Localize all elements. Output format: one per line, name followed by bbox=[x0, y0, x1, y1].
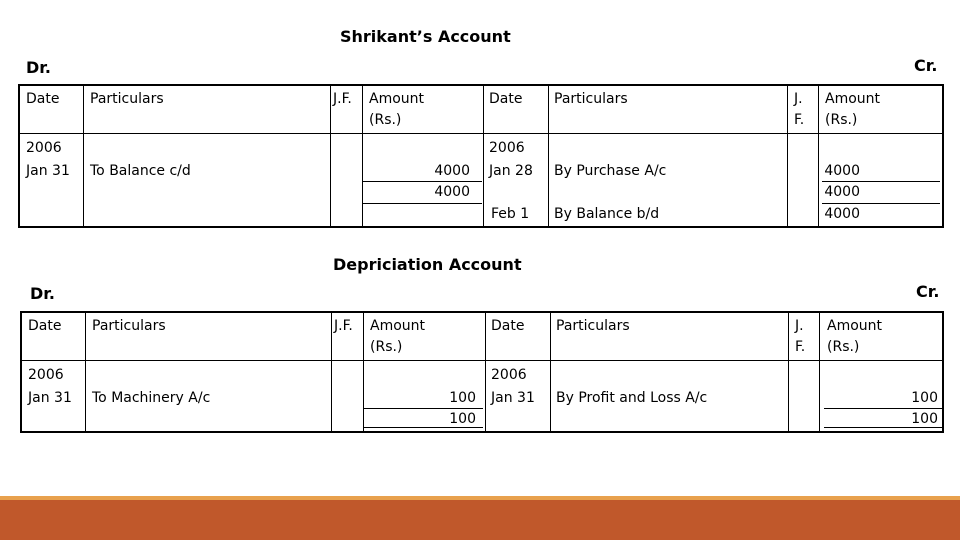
account1-cr-label: Cr. bbox=[914, 56, 938, 75]
debit-year: 2006 bbox=[28, 367, 64, 383]
account1-dr-label: Dr. bbox=[26, 58, 51, 77]
header-date-right: Date bbox=[491, 318, 525, 334]
header-amount-unit: (Rs.) bbox=[369, 112, 402, 128]
credit-date-1: Jan 28 bbox=[489, 163, 533, 179]
account1-ledger bbox=[18, 84, 944, 228]
header-particulars-right: Particulars bbox=[556, 318, 630, 334]
credit-total: 100 bbox=[911, 411, 938, 427]
credit-amount: 100 bbox=[911, 390, 938, 406]
credit-amount-2: 4000 bbox=[824, 206, 860, 222]
credit-particulars: By Profit and Loss A/c bbox=[556, 390, 708, 406]
header-amount-unit-right: (Rs.) bbox=[827, 339, 860, 355]
credit-year: 2006 bbox=[489, 140, 525, 156]
header-jf-right-2: F. bbox=[795, 339, 806, 355]
header-jf-right-1: J. bbox=[795, 318, 804, 334]
header-date-right: Date bbox=[489, 91, 523, 107]
debit-particulars: To Machinery A/c bbox=[92, 390, 211, 406]
credit-particulars-1: By Purchase A/c bbox=[554, 163, 667, 179]
header-date: Date bbox=[26, 91, 60, 107]
header-amount-unit-right: (Rs.) bbox=[825, 112, 858, 128]
debit-year: 2006 bbox=[26, 140, 62, 156]
account2-title: Depriciation Account bbox=[333, 255, 522, 274]
debit-particulars: To Balance c/d bbox=[90, 163, 191, 179]
header-amount-right: Amount bbox=[825, 91, 881, 107]
header-jf-right-2: F. bbox=[794, 112, 805, 128]
header-jf: J.F. bbox=[334, 318, 353, 334]
header-amount-right: Amount bbox=[827, 318, 883, 334]
credit-date: Jan 31 bbox=[491, 390, 535, 406]
header-amount: Amount bbox=[370, 318, 426, 334]
footer-bar bbox=[0, 500, 960, 540]
account2-cr-label: Cr. bbox=[916, 282, 940, 301]
header-jf-right-1: J. bbox=[794, 91, 803, 107]
header-amount-unit: (Rs.) bbox=[370, 339, 403, 355]
credit-date-2: Feb 1 bbox=[491, 206, 530, 222]
debit-total: 100 bbox=[449, 411, 476, 427]
debit-date: Jan 31 bbox=[26, 163, 70, 179]
header-jf: J.F. bbox=[333, 91, 352, 107]
debit-date: Jan 31 bbox=[28, 390, 72, 406]
header-particulars: Particulars bbox=[90, 91, 164, 107]
header-particulars: Particulars bbox=[92, 318, 166, 334]
debit-total: 4000 bbox=[434, 184, 470, 200]
header-amount: Amount bbox=[369, 91, 425, 107]
credit-year: 2006 bbox=[491, 367, 527, 383]
credit-particulars-2: By Balance b/d bbox=[554, 206, 660, 222]
credit-amount-1: 4000 bbox=[824, 163, 860, 179]
debit-amount: 4000 bbox=[434, 163, 470, 179]
account1-title: Shrikant’s Account bbox=[340, 27, 511, 46]
header-date: Date bbox=[28, 318, 62, 334]
account2-ledger bbox=[20, 311, 944, 433]
debit-amount: 100 bbox=[449, 390, 476, 406]
account2-dr-label: Dr. bbox=[30, 284, 55, 303]
header-particulars-right: Particulars bbox=[554, 91, 628, 107]
credit-total: 4000 bbox=[824, 184, 860, 200]
